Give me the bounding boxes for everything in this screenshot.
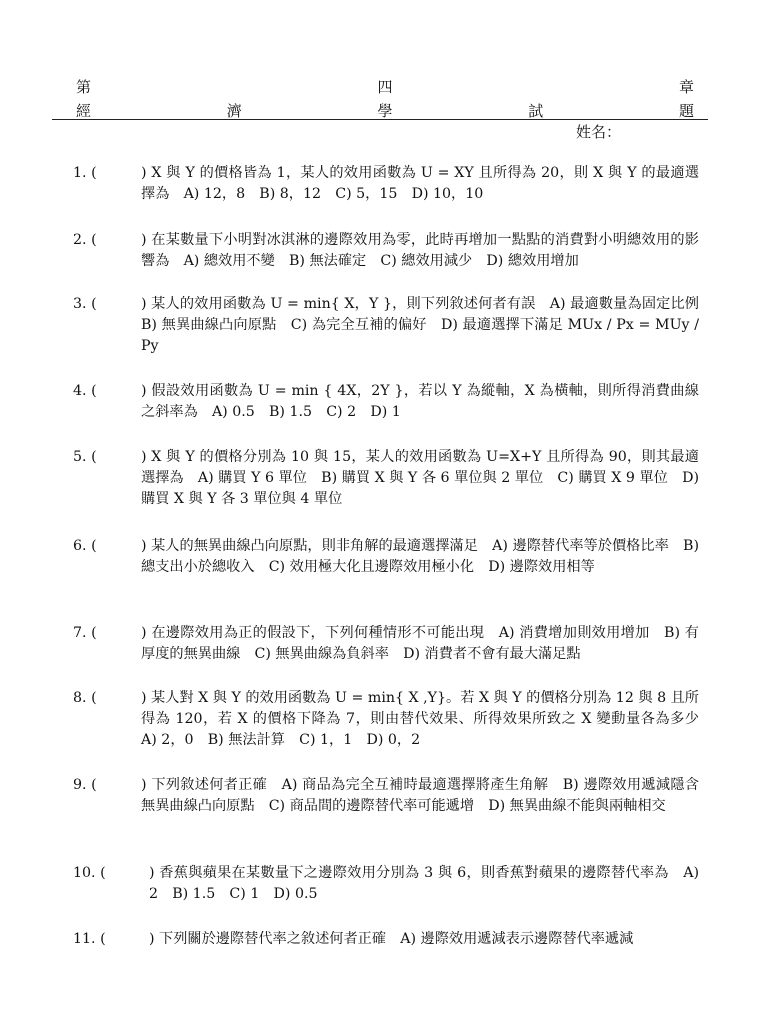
name-label: 姓名：	[576, 123, 622, 141]
title-char: 試	[528, 102, 544, 120]
question-number: 6. (	[73, 538, 97, 554]
question-text: ) 在某數量下小明對冰淇淋的邊際效用為零，此時再增加一點點的消費對小明總效用的影響為 A) 總效用不變 B) 無法確定 C) 總效用減少 D) 總效用增加	[141, 232, 699, 269]
title-char: 學	[377, 102, 393, 120]
question-text: ) 下列關於邊際替代率之敘述何者正確 A) 邊際效用遞減表示邊際替代率遞減	[149, 931, 634, 947]
question-number: 11. (	[73, 931, 106, 947]
question-number: 5. (	[73, 449, 97, 465]
question-text: ) 在邊際效用為正的假設下，下列何種情形不可能出現 A) 消費增加則效用增加 B) 有厚度的無異曲線 C) 無異曲線為負斜率 D) 消費者不會有最大滿足點	[141, 625, 699, 662]
question-text: ) 香蕉與蘋果在某數量下之邊際效用分別為 3 與 6，則香蕉對蘋果的邊際替代率為 A) 2 B) 1.5 C) 1 D) 0.5	[149, 865, 699, 902]
question-text: ) 假設效用函數為 U = min { 4X，2Y }，若以 Y 為縱軸，X 為橫軸，則所得消費曲線之斜率為 A) 0.5 B) 1.5 C) 2 D) 1	[141, 383, 699, 420]
title-char: 經	[76, 102, 92, 120]
title-char: 四	[377, 78, 393, 96]
title-row-chapter	[76, 76, 694, 98]
title-char: 濟	[226, 102, 242, 120]
question-number: 2. (	[73, 232, 97, 248]
question-text: ) 某人的無異曲線凸向原點，則非角解的最適選擇滿足 A) 邊際替代率等於價格比率 B) 總支出小於總收入 C) 效用極大化且邊際效用極小化 D) 邊際效用相等	[141, 538, 699, 575]
title-char: 題	[678, 102, 694, 120]
title-char: 第	[76, 78, 92, 96]
question-text: ) 下列敘述何者正確 A) 商品為完全互補時最適選擇將產生角解 B) 邊際效用遞減隱含無異曲線凸向原點 C) 商品間的邊際替代率可能遞增 D) 無異曲線不能與兩軸相交	[141, 777, 699, 814]
question-number: 4. (	[73, 383, 97, 399]
question-text: ) 某人的效用函數為 U = min{ X，Y }，則下列敘述何者有誤 A) 最適數量為固定比例 B) 無異曲線凸向原點 C) 為完全互補的偏好 D) 最適選擇下滿足 MUx / Px = MUy / Py	[141, 296, 714, 354]
title-char: 章	[678, 78, 694, 96]
question-text: ) X 與 Y 的價格皆為 1，某人的效用函數為 U = XY 且所得為 20，則 X 與 Y 的最適選擇為 A) 12，8 B) 8，12 C) 5，15 D) 10，10	[141, 165, 699, 202]
question-number: 7. (	[73, 625, 97, 641]
question-number: 9. (	[73, 777, 97, 793]
question-number: 10. (	[73, 865, 106, 881]
question-text: ) 某人對 X 與 Y 的效用函數為 U = min{ X ,Y}。若 X 與 Y 的價格分別為 12 與 8 且所得為 120，若 X 的價格下降為 7，則由替代效果、所得效果所致之 X 變動量各為多少 A) 2，0 B) 無法計算 C) 1，1 D) 0，2	[141, 690, 714, 748]
question-number: 8. (	[73, 690, 97, 706]
question-number: 1. (	[73, 165, 97, 181]
question-number: 3. (	[73, 296, 97, 312]
question-text: ) X 與 Y 的價格分別為 10 與 15，某人的效用函數為 U=X+Y 且所得為 90，則其最適選擇為 A) 購買 Y 6 單位 B) 購買 X 與 Y 各 6 單位與 2 單位 C) 購買 X 9 單位 D) 購買 X 與 Y 各 3 單位與 4 單位	[141, 449, 699, 507]
header-rule	[52, 119, 708, 120]
